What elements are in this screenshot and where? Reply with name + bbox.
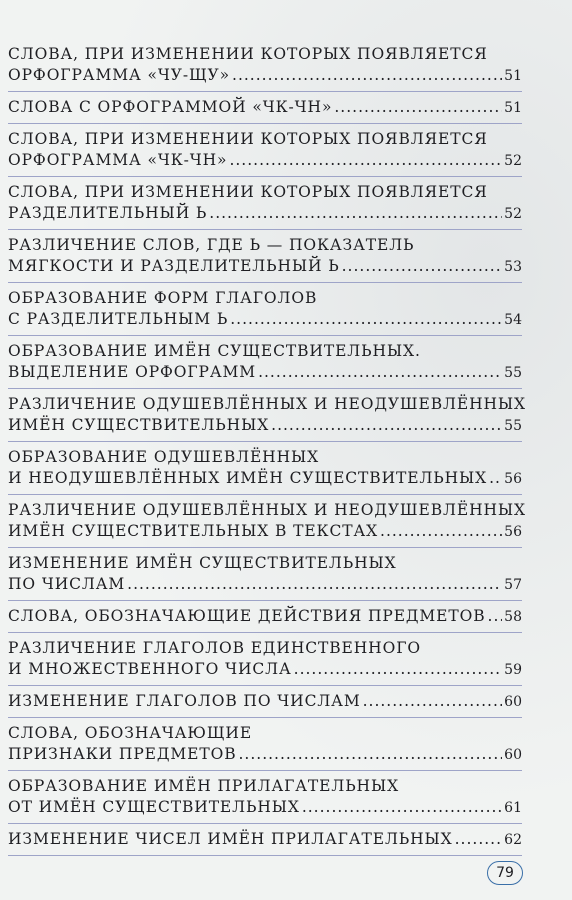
toc-entry-title-line: ПРИЗНАКИ ПРЕДМЕТОВ: [8, 745, 237, 763]
toc-entry-last-line: [8, 521, 522, 543]
toc-entry-title-line: ИЗМЕНЕНИЕ ЧИСЕЛ ИМЁН ПРИЛАГАТЕЛЬНЫХ: [8, 830, 453, 848]
dot-leader: [489, 468, 502, 489]
toc-entry-title-line: ВЫДЕЛЕНИЕ ОРФОГРАММ: [8, 363, 257, 381]
dot-leader: [209, 203, 502, 224]
toc-entry-title-line: ОТ ИМЁН СУЩЕСТВИТЕЛЬНЫХ: [8, 798, 300, 816]
toc-entry-page: 60: [504, 694, 522, 710]
toc-entry: [8, 771, 522, 824]
toc-entry-title-line: ИЗМЕНЕНИЕ ИМЁН СУЩЕСТВИТЕЛЬНЫХ: [8, 554, 397, 572]
toc-entry-title-line: СЛОВА, ОБОЗНАЧАЮЩИЕ: [8, 724, 253, 742]
dot-leader: [232, 65, 502, 86]
dot-leader: [294, 659, 503, 680]
dot-leader: [342, 256, 503, 277]
toc-entry-title-line: ОРФОГРАММА «ЧУ-ЩУ»: [8, 66, 231, 84]
toc-entry-title-line: ОРФОГРАММА «ЧК-ЧН»: [8, 151, 228, 169]
toc-entry: [8, 177, 522, 230]
toc-entry-page: 58: [504, 609, 522, 625]
toc-entry-page: 55: [504, 418, 522, 434]
toc-entry-last-line: [8, 691, 522, 713]
toc-entry-title-line: ИМЁН СУЩЕСТВИТЕЛЬНЫХ: [8, 416, 270, 434]
toc-entry-page: 52: [504, 153, 522, 169]
toc-entry-page: 51: [504, 68, 522, 84]
toc-entry-last-line: [8, 659, 522, 681]
toc-entry-last-line: [8, 606, 522, 628]
toc-entry: [8, 633, 522, 686]
toc-entry-title-line: С РАЗДЕЛИТЕЛЬНЫМ Ь: [8, 310, 229, 328]
toc-entry-last-line: [8, 415, 522, 437]
dot-leader: [230, 309, 502, 330]
page-number-badge: 79: [487, 861, 523, 885]
toc-entry-title-line: РАЗЛИЧЕНИЕ СЛОВ, ГДЕ Ь — ПОКАЗАТЕЛЬ: [8, 236, 415, 254]
dot-leader: [271, 415, 502, 436]
toc-entry-title-line: ОБРАЗОВАНИЕ ОДУШЕВЛЁННЫХ: [8, 448, 320, 466]
toc-entry-page: 53: [504, 259, 522, 275]
toc-entry: [8, 336, 522, 389]
toc-entry-title-line: СЛОВА, ПРИ ИЗМЕНЕНИИ КОТОРЫХ ПОЯВЛЯЕТСЯ: [8, 130, 488, 148]
toc-entry-page: 52: [504, 206, 522, 222]
toc-entry-last-line: [8, 468, 522, 490]
toc-entry-last-line: [8, 797, 522, 819]
toc-entry-page: 51: [504, 100, 522, 116]
toc-entry-title-line: СЛОВА, ПРИ ИЗМЕНЕНИИ КОТОРЫХ ПОЯВЛЯЕТСЯ: [8, 45, 488, 63]
toc-entry-last-line: [8, 256, 522, 278]
toc-entry-title-line: СЛОВА, ОБОЗНАЧАЮЩИЕ ДЕЙСТВИЯ ПРЕДМЕТОВ: [8, 607, 486, 625]
toc-entry: [8, 686, 522, 718]
toc-entry: [8, 283, 522, 336]
toc-entry: [8, 230, 522, 283]
toc-entry-title-line: МЯГКОСТИ И РАЗДЕЛИТЕЛЬНЫЙ Ь: [8, 257, 340, 275]
toc-entry-title-line: ИЗМЕНЕНИЕ ГЛАГОЛОВ ПО ЧИСЛАМ: [8, 692, 361, 710]
toc-entry: [8, 824, 522, 856]
toc-entry-last-line: [8, 744, 522, 766]
toc-entry-page: 54: [504, 312, 522, 328]
toc-entry-last-line: [8, 65, 522, 87]
toc-entry-title-line: СЛОВА С ОРФОГРАММОЙ «ЧК-ЧН»: [8, 98, 333, 116]
toc-entry: [8, 548, 522, 601]
table-of-contents: [8, 42, 526, 856]
toc-entry-page: 55: [504, 365, 522, 381]
dot-leader: [380, 521, 502, 542]
dot-leader: [334, 97, 502, 118]
dot-leader: [127, 574, 502, 595]
toc-entry: [8, 42, 522, 92]
dot-leader: [239, 744, 503, 765]
toc-entry-title-line: ИМЁН СУЩЕСТВИТЕЛЬНЫХ В ТЕКСТАХ: [8, 522, 379, 540]
toc-entry-last-line: [8, 150, 522, 172]
toc-entry-page: 57: [504, 577, 522, 593]
toc-entry-page: 60: [504, 747, 522, 763]
toc-entry: [8, 601, 522, 633]
toc-entry-title-line: И НЕОДУШЕВЛЁННЫХ ИМЁН СУЩЕСТВИТЕЛЬНЫХ: [8, 469, 488, 487]
toc-entry: [8, 495, 526, 548]
dot-leader: [229, 150, 502, 171]
toc-entry-last-line: [8, 309, 522, 331]
toc-entry-last-line: [8, 97, 522, 119]
toc-entry-title-line: ОБРАЗОВАНИЕ ИМЁН ПРИЛАГАТЕЛЬНЫХ: [8, 777, 400, 795]
toc-entry-title-line: РАЗДЕЛИТЕЛЬНЫЙ Ь: [8, 204, 208, 222]
toc-entry-page: 62: [504, 832, 522, 848]
toc-entry-last-line: [8, 362, 522, 384]
toc-entry: [8, 442, 522, 495]
toc-entry-title-line: СЛОВА, ПРИ ИЗМЕНЕНИИ КОТОРЫХ ПОЯВЛЯЕТСЯ: [8, 183, 488, 201]
toc-entry-title-line: РАЗЛИЧЕНИЕ ГЛАГОЛОВ ЕДИНСТВЕННОГО: [8, 639, 421, 657]
toc-entry-page: 59: [504, 662, 522, 678]
toc-entry-title-line: РАЗЛИЧЕНИЕ ОДУШЕВЛЁННЫХ И НЕОДУШЕВЛЁННЫХ: [8, 501, 526, 519]
toc-entry-page: 61: [504, 800, 522, 816]
toc-entry: [8, 92, 522, 124]
toc-entry-title-line: ПО ЧИСЛАМ: [8, 575, 126, 593]
toc-entry-title-line: РАЗЛИЧЕНИЕ ОДУШЕВЛЁННЫХ И НЕОДУШЕВЛЁННЫХ: [8, 395, 526, 413]
toc-entry-title-line: И МНОЖЕСТВЕННОГО ЧИСЛА: [8, 660, 292, 678]
toc-entry: [8, 718, 522, 771]
dot-leader: [302, 797, 502, 818]
toc-entry: [8, 124, 522, 177]
toc-entry-last-line: [8, 203, 522, 225]
toc-entry-title-line: ОБРАЗОВАНИЕ ФОРМ ГЛАГОЛОВ: [8, 289, 318, 307]
toc-entry-last-line: [8, 574, 522, 596]
toc-entry-page: 56: [504, 524, 522, 540]
dot-leader: [455, 829, 503, 850]
toc-entry-page: 56: [504, 471, 522, 487]
toc-entry-title-line: ОБРАЗОВАНИЕ ИМЁН СУЩЕСТВИТЕЛЬНЫХ.: [8, 342, 421, 360]
dot-leader: [488, 606, 503, 627]
dot-leader: [258, 362, 502, 383]
toc-entry-last-line: [8, 829, 522, 851]
dot-leader: [363, 691, 503, 712]
toc-entry: [8, 389, 526, 442]
